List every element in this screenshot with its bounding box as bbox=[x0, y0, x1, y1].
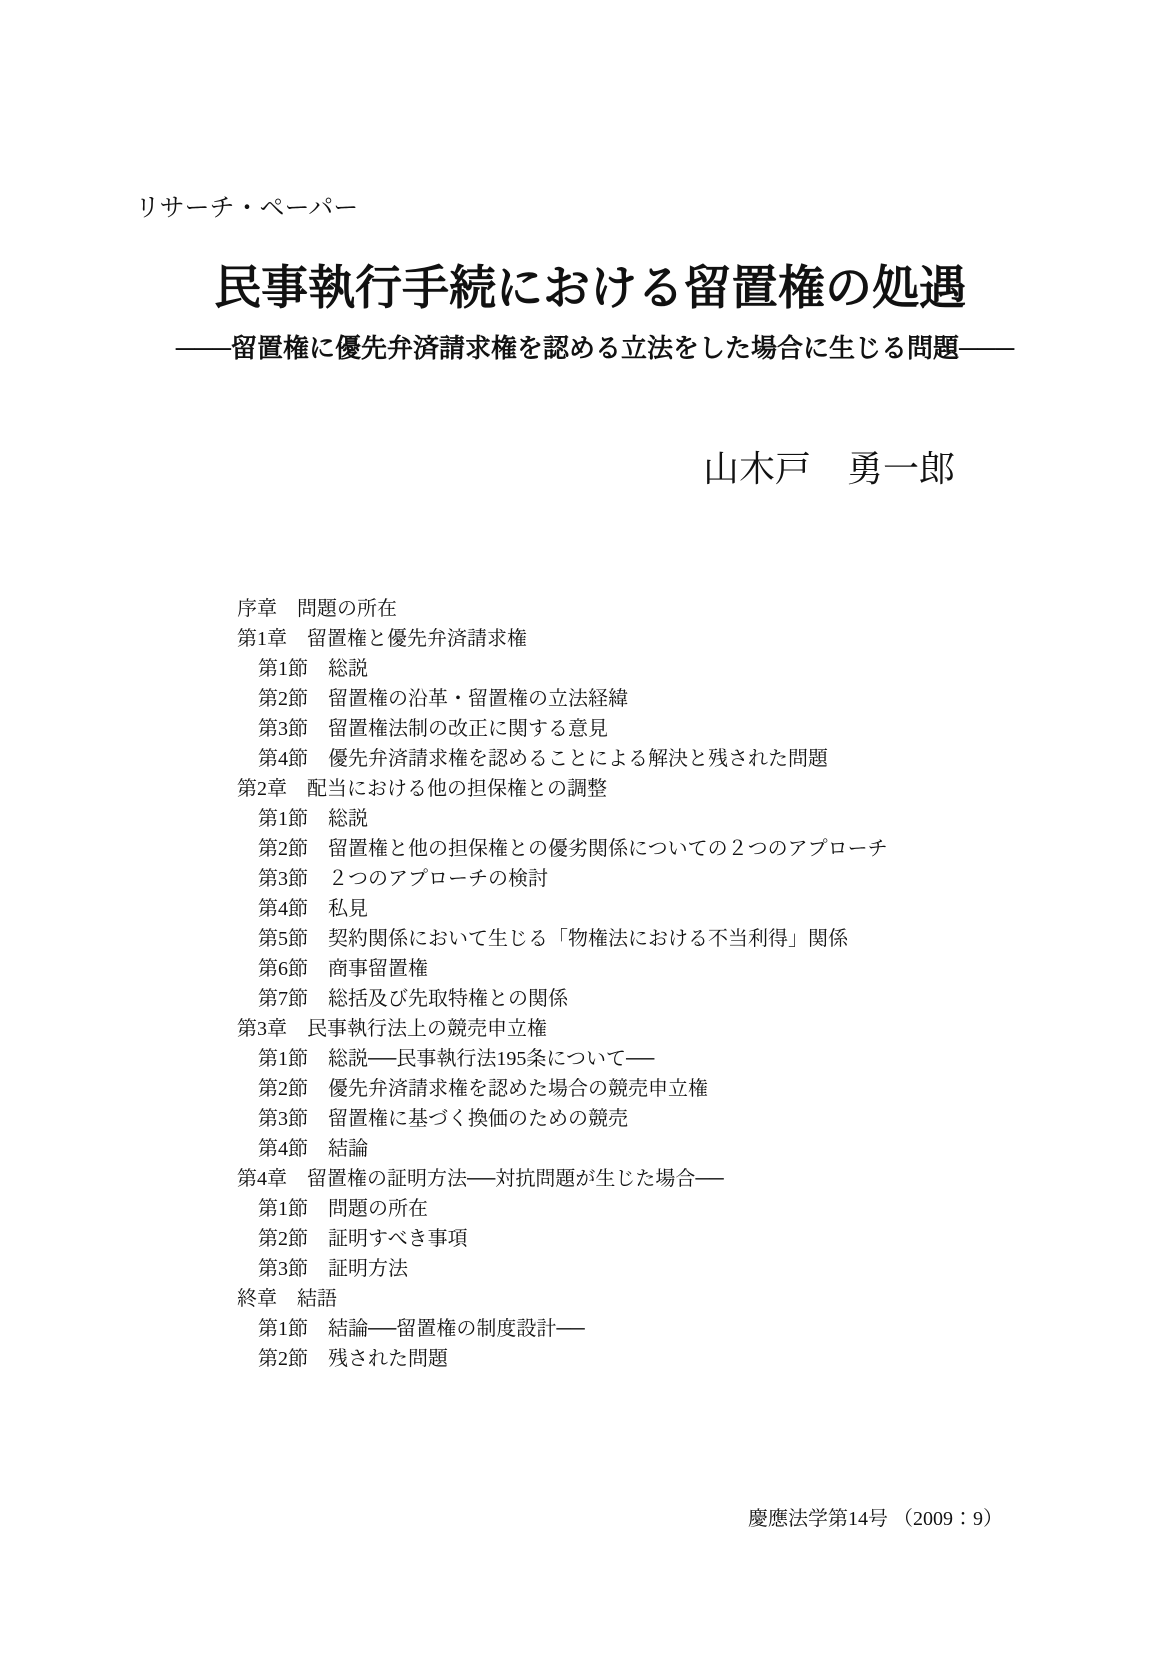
toc-item-section: 第3節 証明方法 bbox=[258, 1258, 408, 1280]
toc-item-chapter: 序章 問題の所在 bbox=[237, 598, 397, 620]
toc-item-section: 第7節 総括及び先取特権との関係 bbox=[258, 988, 568, 1010]
toc-item-section: 第3節 留置権法制の改正に関する意見 bbox=[258, 718, 608, 740]
toc-item-section: 第1節 問題の所在 bbox=[258, 1198, 428, 1220]
document-type-label: リサーチ・ペーパー bbox=[135, 195, 359, 222]
toc-item-section: 第6節 商事留置権 bbox=[258, 958, 428, 980]
toc-item-chapter: 第4章 留置権の証明方法──対抗問題が生じた場合── bbox=[237, 1168, 724, 1190]
journal-citation: 慶應法学第14号 （2009：9） bbox=[748, 1508, 1003, 1530]
toc-item-section: 第2節 残された問題 bbox=[258, 1348, 448, 1370]
toc-list bbox=[237, 594, 1037, 1374]
toc-item-section: 第1節 総説 bbox=[258, 658, 368, 680]
toc-item-section: 第1節 総説──民事執行法195条について── bbox=[258, 1048, 655, 1070]
toc-item-section: 第2節 留置権と他の担保権との優劣関係についての２つのアプローチ bbox=[258, 838, 888, 860]
toc-item-section: 第2節 優先弁済請求権を認めた場合の競売申立権 bbox=[258, 1078, 708, 1100]
toc-item-section: 第1節 総説 bbox=[258, 808, 368, 830]
toc-item-section: 第1節 結論──留置権の制度設計── bbox=[258, 1318, 585, 1340]
toc-item-section: 第3節 ２つのアプローチの検討 bbox=[258, 868, 548, 890]
toc-item-chapter: 第1章 留置権と優先弁済請求権 bbox=[237, 628, 527, 650]
paper-subtitle: ───留置権に優先弁済請求権を認める立法をした場合に生じる問題─── bbox=[175, 334, 1015, 363]
toc-item-section: 第5節 契約関係において生じる「物権法における不当利得」関係 bbox=[258, 928, 848, 950]
toc-item-section: 第4節 優先弁済請求権を認めることによる解決と残された問題 bbox=[258, 748, 828, 770]
toc-item-section: 第3節 留置権に基づく換価のための競売 bbox=[258, 1108, 628, 1130]
toc-item-chapter: 終章 結語 bbox=[237, 1288, 337, 1310]
toc-item-chapter: 第3章 民事執行法上の競売申立権 bbox=[237, 1018, 547, 1040]
toc-item-chapter: 第2章 配当における他の担保権との調整 bbox=[237, 778, 607, 800]
toc-item-section: 第4節 私見 bbox=[258, 898, 368, 920]
paper-title: 民事執行手続における留置権の処遇 bbox=[214, 263, 966, 315]
toc-item-section: 第2節 留置権の沿革・留置権の立法経緯 bbox=[258, 688, 628, 710]
toc-item-section: 第2節 証明すべき事項 bbox=[258, 1228, 468, 1250]
author-name: 山木戸 勇一郎 bbox=[702, 449, 955, 489]
toc-item-section: 第4節 結論 bbox=[258, 1138, 368, 1160]
